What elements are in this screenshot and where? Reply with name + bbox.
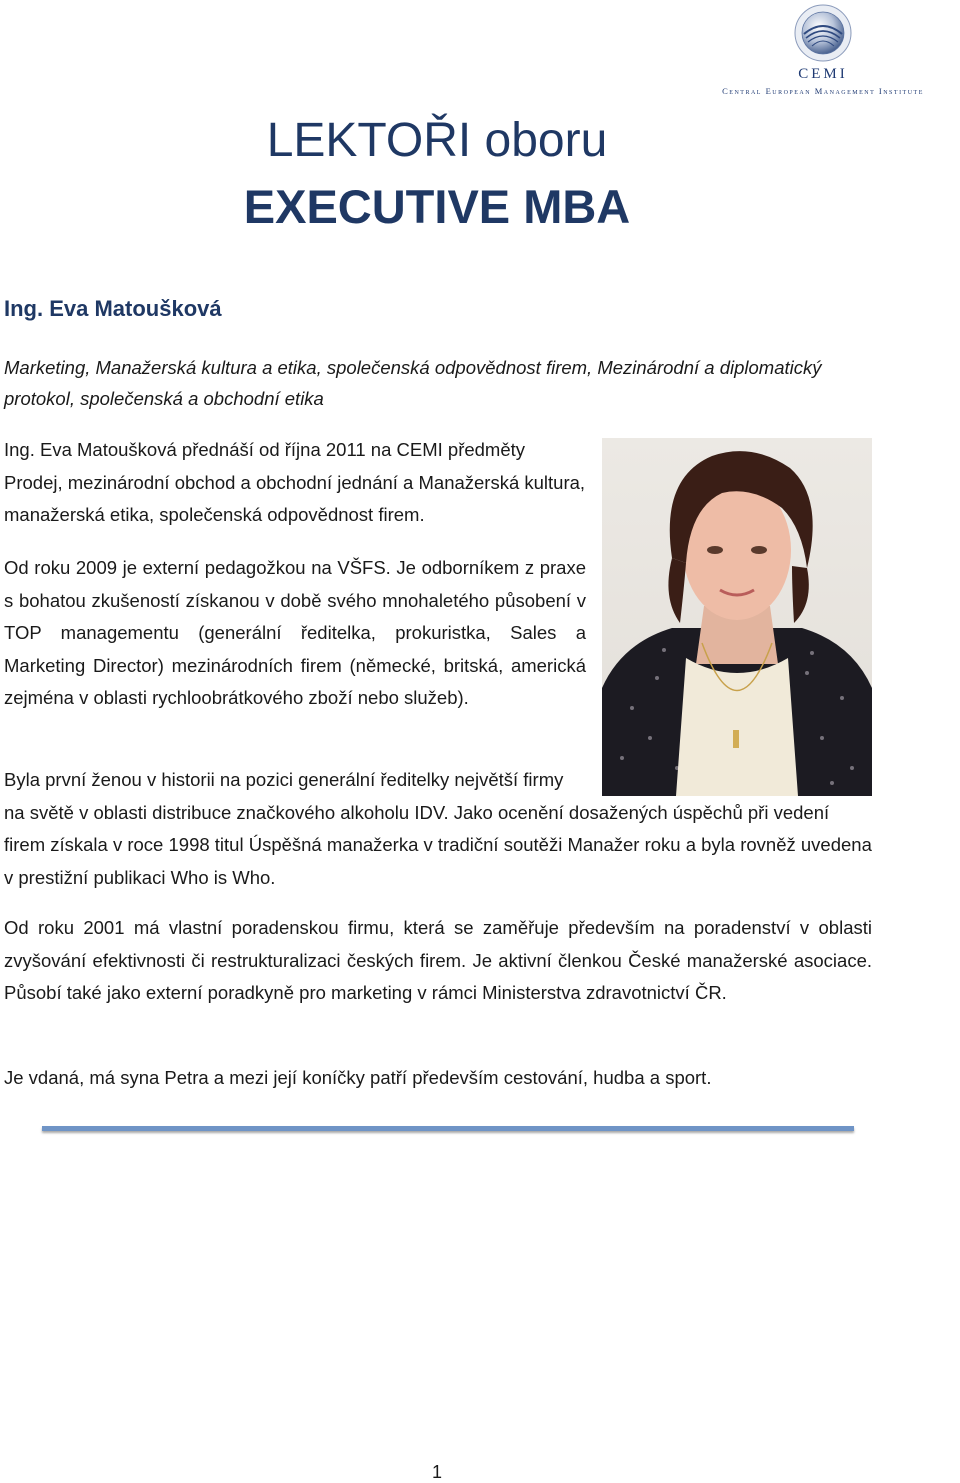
logo-tagline: Central European Management Institute xyxy=(722,86,924,96)
globe-icon xyxy=(794,4,852,62)
cemi-logo xyxy=(688,4,958,100)
bio-paragraph-1: Ing. Eva Matoušková přednáší od října 2011 na CEMI předměty Prodej, mezinárodní obchod a obchodní jednání a Manažerská kultura, manažerská etika, společenská odpovědnost firem. xyxy=(4,439,586,525)
page-title xyxy=(0,108,874,240)
lecturer-subjects: Marketing, Manažerská kultura a etika, společenská odpovědnost firem, Mezinárodní a diplomatický protokol, společenská a obchodní etika xyxy=(4,357,822,409)
bio-paragraph-2: Od roku 2009 je externí pedagožkou na VŠFS. Je odborníkem z praxe s bohatou zkušeností získanou v době svého mnohaletého působení v TOP managementu (generální ředitelka, prokuristka, Sales a Marketing Director) mezinárodních firem (německé, britská, americká zejména v oblasti rychloobrátkového zboží nebo služeb). xyxy=(4,557,586,708)
title-line-2: EXECUTIVE MBA xyxy=(243,180,631,233)
logo-name: CEMI xyxy=(798,66,848,82)
lecturer-name: Ing. Eva Matoušková xyxy=(4,296,222,321)
bio-paragraph-3 xyxy=(4,764,872,894)
lecturer-photo xyxy=(602,438,872,796)
bio-paragraph-4: Od roku 2001 má vlastní poradenskou firmu, která se zaměřuje především na poradenství v oblasti zvyšování efektivnosti či restrukturalizaci českých firem. Je aktivní členkou České manažerské asociace. Působí také jako externí poradkyně pro marketing v rámci Ministerstva zdravotnictví ČR. xyxy=(4,917,872,1003)
section-divider xyxy=(42,1126,854,1131)
bio-paragraph-5: Je vdaná, má syna Petra a mezi její koníčky patří především cestování, hudba a sport. xyxy=(4,1067,712,1088)
portrait-illustration xyxy=(602,438,872,796)
title-line-1: LEKTOŘI oboru xyxy=(266,114,608,167)
bio-paragraph-3-text: Byla první ženou v historii na pozici generální ředitelky největší firmy na světě v oblasti distribuce značkového alkoholu IDV. Jako ocenění dosažených úspěchů při vedení firem získala v roce 1998 titul Úspěšná manažerka v tradiční soutěži Manažer roku a byla rovněž uvedena v prestižní publikaci Who is Who. xyxy=(4,769,872,888)
page-number: 1 xyxy=(431,1462,442,1482)
